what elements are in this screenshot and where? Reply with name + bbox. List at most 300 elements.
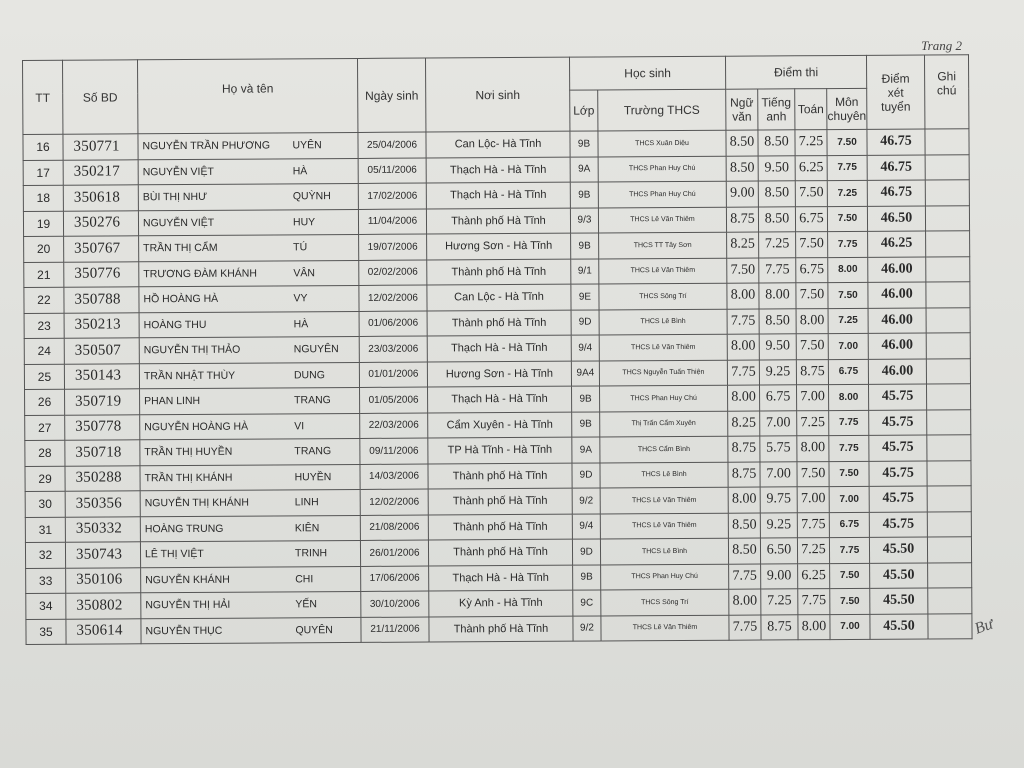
cell-tt: 25	[24, 364, 64, 390]
cell-name	[140, 540, 360, 567]
cell-dob: 30/10/2006	[361, 591, 429, 617]
cell-mon-chuyen: 6.75	[828, 359, 868, 385]
cell-diem-xet-tuyen: 46.75	[867, 129, 925, 155]
cell-school: THCS Lê Bình	[600, 538, 728, 564]
cell-sbd: 350332	[65, 516, 140, 542]
cell-sbd: 350771	[63, 134, 138, 160]
cell-name	[140, 413, 360, 440]
cell-toan: 7.00	[797, 487, 829, 513]
cell-diem-xet-tuyen: 45.75	[869, 409, 927, 435]
cell-sbd: 350213	[64, 312, 139, 338]
cell-pob: Thạch Hà - Hà Tĩnh	[426, 157, 570, 183]
cell-ghi-chu	[927, 537, 971, 563]
cell-school: THCS Sông Trí	[599, 283, 727, 309]
cell-tt: 22	[24, 287, 64, 313]
cell-name	[139, 260, 359, 287]
cell-diem-xet-tuyen: 45.75	[869, 486, 927, 512]
cell-mon-chuyen: 7.75	[829, 537, 869, 563]
first-name: NGUYÊN	[293, 343, 339, 356]
header-sbd: Số BD	[63, 60, 138, 134]
cell-pob: Can Lộc- Hà Tĩnh	[426, 131, 570, 157]
cell-dob: 01/01/2006	[359, 362, 427, 388]
cell-tieng-anh: 8.50	[758, 130, 795, 156]
cell-lop: 9B	[572, 411, 600, 437]
surname-given: NGUYỄN TRẦN PHƯƠNG	[142, 139, 271, 153]
cell-pob: Thạch Hà - Hà Tĩnh	[427, 335, 571, 361]
cell-pob: TP Hà Tĩnh - Hà Tĩnh	[428, 437, 572, 463]
cell-pob: Thạch Hà - Hà Tĩnh	[429, 565, 573, 591]
first-name: YẾN	[295, 598, 317, 611]
cell-sbd: 350719	[65, 389, 140, 415]
cell-ngu-van: 8.25	[728, 411, 760, 437]
cell-mon-chuyen: 7.00	[828, 333, 868, 359]
first-name: VI	[294, 420, 305, 433]
cell-pob: Thành phố Hà Tĩnh	[428, 539, 572, 565]
cell-tt: 16	[23, 134, 63, 160]
cell-sbd: 350743	[65, 542, 140, 568]
cell-toan: 7.25	[795, 130, 827, 156]
cell-lop: 9E	[571, 284, 599, 310]
cell-lop: 9A	[572, 437, 600, 463]
cell-tieng-anh: 9.25	[760, 512, 797, 538]
cell-tt: 21	[24, 262, 64, 288]
cell-name	[140, 438, 360, 465]
cell-sbd: 350767	[64, 236, 139, 262]
cell-diem-xet-tuyen: 46.75	[867, 154, 925, 180]
cell-toan: 7.25	[797, 410, 829, 436]
cell-dob: 21/11/2006	[361, 617, 429, 643]
cell-tieng-anh: 7.00	[760, 461, 797, 487]
cell-lop: 9A4	[571, 360, 599, 386]
cell-lop: 9B	[572, 386, 600, 412]
cell-ghi-chu	[928, 588, 972, 614]
first-name: TRANG	[294, 394, 331, 407]
cell-mon-chuyen: 7.50	[829, 461, 869, 487]
cell-pob: Can Lộc - Hà Tĩnh	[427, 284, 571, 310]
cell-pob: Thạch Hà - Hà Tĩnh	[426, 182, 570, 208]
cell-lop: 9/2	[573, 615, 601, 641]
cell-name	[141, 617, 361, 644]
cell-tt: 27	[25, 415, 65, 441]
cell-name	[138, 158, 358, 185]
cell-diem-xet-tuyen: 45.75	[869, 384, 927, 410]
cell-mon-chuyen: 7.50	[827, 206, 867, 232]
header-tt: TT	[23, 60, 63, 134]
surname-given: NGUYỄN THỤC	[145, 624, 223, 638]
cell-sbd: 350276	[63, 210, 138, 236]
cell-pob: Kỳ Anh - Hà Tĩnh	[429, 590, 573, 616]
surname-given: HỒ HOÀNG HÀ	[143, 293, 219, 306]
cell-toan: 6.25	[798, 563, 830, 589]
cell-diem-xet-tuyen: 46.00	[868, 358, 926, 384]
header-name: Họ và tên	[138, 58, 358, 133]
cell-ghi-chu	[927, 435, 971, 461]
cell-ngu-van: 8.00	[727, 283, 759, 309]
cell-dob: 25/04/2006	[358, 132, 426, 158]
results-table	[22, 54, 973, 645]
cell-mon-chuyen: 6.75	[829, 512, 869, 538]
cell-ghi-chu	[927, 409, 971, 435]
cell-diem-xet-tuyen: 45.50	[870, 588, 928, 614]
cell-ghi-chu	[925, 205, 969, 231]
surname-given: NGUYỄN HOÀNG HÀ	[144, 420, 249, 434]
surname-given: TRẦN THỊ CẨM	[143, 242, 218, 255]
cell-diem-xet-tuyen: 45.50	[870, 562, 928, 588]
surname-given: TRƯƠNG ĐÀM KHÁNH	[143, 267, 257, 281]
cell-mon-chuyen: 7.75	[829, 410, 869, 436]
cell-ngu-van: 7.75	[727, 360, 759, 386]
cell-ghi-chu	[925, 180, 969, 206]
cell-tieng-anh: 7.75	[759, 257, 796, 283]
handwritten-mark: Bư	[972, 615, 996, 638]
cell-name	[139, 311, 359, 338]
cell-dob: 09/11/2006	[360, 438, 428, 464]
table-row	[26, 613, 972, 644]
first-name: TÚ	[293, 241, 308, 254]
cell-name	[138, 209, 358, 236]
cell-ghi-chu	[926, 256, 970, 282]
first-name: HUY	[292, 215, 316, 229]
cell-tt: 29	[25, 466, 65, 492]
first-name: CHI	[295, 572, 314, 586]
cell-lop: 9D	[572, 462, 600, 488]
header-lop: Lớp	[570, 90, 598, 131]
cell-name	[138, 183, 358, 210]
cell-ngu-van: 8.50	[726, 130, 758, 156]
cell-mon-chuyen: 7.25	[827, 180, 867, 206]
cell-diem-xet-tuyen: 45.75	[869, 460, 927, 486]
cell-pob: Thành phố Hà Tĩnh	[428, 463, 572, 489]
cell-ghi-chu	[927, 460, 971, 486]
cell-tieng-anh: 9.25	[759, 359, 796, 385]
surname-given: NGUYỄN KHÁNH	[145, 573, 230, 587]
cell-ngu-van: 7.50	[727, 258, 759, 284]
cell-school: THCS Cẩm Bình	[600, 436, 728, 462]
cell-mon-chuyen: 8.00	[828, 257, 868, 283]
cell-dob: 17/02/2006	[358, 183, 426, 209]
cell-lop: 9/3	[570, 207, 598, 233]
cell-mon-chuyen: 7.75	[829, 435, 869, 461]
cell-sbd: 350507	[64, 338, 139, 364]
cell-lop: 9/1	[571, 258, 599, 284]
cell-ghi-chu	[927, 511, 971, 537]
cell-ngu-van: 8.00	[727, 334, 759, 360]
cell-ngu-van: 7.75	[729, 614, 761, 640]
cell-mon-chuyen: 7.50	[828, 282, 868, 308]
cell-lop: 9B	[571, 233, 599, 259]
cell-tieng-anh: 5.75	[760, 436, 797, 462]
cell-diem-xet-tuyen: 45.50	[869, 537, 927, 563]
cell-toan: 8.00	[796, 308, 828, 334]
cell-sbd: 350106	[66, 567, 141, 593]
cell-ngu-van: 7.75	[727, 309, 759, 335]
cell-dob: 05/11/2006	[358, 158, 426, 184]
cell-lop: 9A	[570, 156, 598, 182]
first-name: QUỲNH	[292, 190, 331, 203]
surname-given: PHAN LINH	[144, 395, 201, 408]
cell-diem-xet-tuyen: 46.00	[868, 282, 926, 308]
cell-lop: 9B	[570, 182, 598, 208]
cell-diem-xet-tuyen: 46.00	[868, 333, 926, 359]
cell-mon-chuyen: 7.25	[828, 308, 868, 334]
cell-dob: 12/02/2006	[359, 285, 427, 311]
first-name: UYÊN	[292, 139, 322, 152]
cell-tt: 35	[26, 619, 66, 645]
cell-pob: Thạch Hà - Hà Tĩnh	[428, 386, 572, 412]
cell-toan: 7.50	[797, 461, 829, 487]
cell-toan: 8.75	[796, 359, 828, 385]
cell-name	[140, 489, 360, 516]
cell-tieng-anh: 9.75	[760, 487, 797, 513]
cell-pob: Thành phố Hà Tĩnh	[427, 310, 571, 336]
cell-sbd: 350788	[64, 287, 139, 313]
cell-name	[141, 591, 361, 618]
cell-ngu-van: 8.75	[728, 436, 760, 462]
surname-given: NGUYỄN THỊ KHÁNH	[144, 496, 249, 510]
cell-dob: 11/04/2006	[358, 209, 426, 235]
surname-given: TRẦN THỊ HUYỀN	[144, 445, 233, 459]
first-name: DUNG	[293, 368, 325, 382]
cell-tieng-anh: 9.50	[759, 334, 796, 360]
cell-name	[139, 362, 359, 389]
cell-tieng-anh: 9.00	[761, 563, 798, 589]
cell-pob: Thành phố Hà Tĩnh	[428, 488, 572, 514]
cell-toan: 7.75	[797, 512, 829, 538]
cell-sbd: 350802	[66, 593, 141, 619]
header-truong: Trường THCS	[598, 89, 726, 131]
cell-ghi-chu	[927, 384, 971, 410]
cell-lop: 9/4	[572, 513, 600, 539]
header-mon-chuyen: Môn chuyên	[827, 88, 867, 129]
cell-toan: 7.25	[797, 538, 829, 564]
cell-sbd: 350356	[65, 491, 140, 517]
cell-school: THCS Phan Huy Chú	[601, 564, 729, 590]
cell-dob: 02/02/2006	[359, 260, 427, 286]
surname-given: TRẦN NHẬT THÙY	[143, 369, 236, 383]
surname-given: BÙI THỊ NHƯ	[142, 191, 208, 204]
cell-tt: 31	[25, 517, 65, 543]
cell-tt: 17	[23, 160, 63, 186]
first-name: HUYỀN	[294, 470, 332, 484]
cell-pob: Cẩm Xuyên - Hà Tĩnh	[428, 412, 572, 438]
cell-sbd: 350143	[64, 363, 139, 389]
header-tieng-anh: Tiếng anh	[758, 89, 795, 130]
cell-ngu-van: 8.75	[726, 207, 758, 233]
cell-tieng-anh: 8.75	[761, 614, 798, 640]
cell-pob: Hương Sơn - Hà Tĩnh	[427, 361, 571, 387]
cell-school: THCS Xuân Diệu	[598, 130, 726, 156]
header-ghi-chu: Ghi chú	[925, 55, 969, 129]
cell-mon-chuyen: 7.50	[830, 563, 870, 589]
cell-sbd: 350614	[66, 618, 141, 644]
first-name: QUYÊN	[295, 623, 333, 637]
cell-school: THCS Lê Bình	[600, 462, 728, 488]
cell-mon-chuyen: 7.00	[829, 486, 869, 512]
cell-dob: 01/06/2006	[359, 311, 427, 337]
cell-dob: 12/02/2006	[360, 489, 428, 515]
cell-toan: 7.75	[798, 589, 830, 615]
cell-name	[139, 336, 359, 363]
cell-ghi-chu	[926, 307, 970, 333]
cell-tt: 34	[26, 593, 66, 619]
cell-toan: 7.00	[796, 385, 828, 411]
cell-tieng-anh: 8.00	[759, 283, 796, 309]
surname-given: NGUYỄN THỊ THẢO	[143, 343, 241, 357]
cell-tt: 20	[24, 236, 64, 262]
cell-ngu-van: 8.50	[728, 512, 760, 538]
surname-given: LÊ THỊ VIỆT	[144, 548, 204, 561]
cell-ghi-chu	[926, 231, 970, 257]
cell-pob: Thành phố Hà Tĩnh	[427, 259, 571, 285]
cell-lop: 9/4	[571, 335, 599, 361]
surname-given: TRẦN THỊ KHÁNH	[144, 471, 233, 485]
cell-sbd: 350778	[65, 414, 140, 440]
cell-tieng-anh: 8.50	[758, 181, 795, 207]
surname-given: HOÀNG THU	[143, 318, 207, 332]
cell-ngu-van: 8.75	[728, 461, 760, 487]
cell-school: THCS Lê Văn Thiêm	[600, 487, 728, 513]
first-name: KIÊN	[294, 521, 320, 535]
cell-tieng-anh: 7.25	[759, 232, 796, 258]
cell-toan: 7.50	[796, 283, 828, 309]
cell-name	[141, 566, 361, 593]
cell-name	[139, 285, 359, 312]
cell-school: THCS Lê Văn Thiêm	[599, 334, 727, 360]
cell-lop: 9B	[570, 131, 598, 157]
cell-ghi-chu	[925, 129, 969, 155]
header-diem-thi: Điểm thi	[725, 55, 866, 89]
cell-diem-xet-tuyen: 46.25	[868, 231, 926, 257]
cell-ghi-chu	[927, 486, 971, 512]
cell-school: THCS Lê Văn Thiêm	[601, 615, 729, 641]
cell-tieng-anh: 8.50	[758, 206, 795, 232]
first-name: LINH	[294, 496, 319, 509]
cell-tieng-anh: 8.50	[759, 308, 796, 334]
cell-school: THCS TT Tây Sơn	[599, 232, 727, 258]
first-name: HÀ	[292, 165, 308, 178]
cell-school: THCS Sông Trí	[601, 589, 729, 615]
cell-school: THCS Lê Văn Thiêm	[600, 513, 728, 539]
cell-ghi-chu	[926, 282, 970, 308]
cell-ngu-van: 8.00	[728, 487, 760, 513]
cell-school: THCS Lê Văn Thiêm	[598, 207, 726, 233]
cell-ghi-chu	[925, 154, 969, 180]
cell-diem-xet-tuyen: 45.75	[869, 511, 927, 537]
cell-pob: Thành phố Hà Tĩnh	[426, 208, 570, 234]
cell-school: THCS Phan Huy Chú	[598, 156, 726, 182]
cell-sbd: 350217	[63, 159, 138, 185]
cell-tt: 28	[25, 440, 65, 466]
cell-tieng-anh: 6.50	[760, 538, 797, 564]
surname-given: NGUYỄN VIỆT	[142, 165, 214, 179]
first-name: HÀ	[293, 318, 309, 331]
page-number: Trang 2	[921, 38, 962, 53]
surname-given: HOÀNG TRUNG	[144, 522, 224, 536]
cell-name	[140, 387, 360, 414]
cell-lop: 9D	[572, 539, 600, 565]
cell-school: THCS Lê Văn Thiêm	[599, 258, 727, 284]
first-name: TRANG	[294, 445, 332, 458]
cell-pob: Thành phố Hà Tĩnh	[429, 616, 573, 642]
table-body	[23, 129, 972, 645]
cell-tt: 33	[26, 568, 66, 594]
cell-tieng-anh: 7.25	[761, 589, 798, 615]
cell-ngu-van: 8.00	[727, 385, 759, 411]
cell-lop: 9C	[573, 590, 601, 616]
cell-ghi-chu	[926, 358, 970, 384]
cell-tieng-anh: 9.50	[758, 155, 795, 181]
cell-tt: 24	[24, 338, 64, 364]
cell-ngu-van: 9.00	[726, 181, 758, 207]
first-name: TRINH	[294, 547, 328, 560]
score-sheet	[22, 54, 972, 645]
cell-toan: 7.50	[795, 181, 827, 207]
header-dob: Ngày sinh	[357, 58, 425, 132]
cell-mon-chuyen: 7.50	[830, 588, 870, 614]
cell-diem-xet-tuyen: 46.00	[868, 307, 926, 333]
cell-lop: 9D	[571, 309, 599, 335]
cell-diem-xet-tuyen: 45.50	[870, 613, 928, 639]
cell-ngu-van: 8.50	[726, 156, 758, 182]
cell-school: THCS Phan Huy Chú	[600, 385, 728, 411]
first-name: VY	[293, 292, 308, 305]
cell-school: THCS Nguyễn Tuấn Thiện	[599, 360, 727, 386]
cell-school: Thị Trấn Cẩm Xuyên	[600, 411, 728, 437]
cell-mon-chuyen: 7.00	[830, 614, 870, 640]
cell-tt: 30	[25, 491, 65, 517]
cell-toan: 7.50	[796, 334, 828, 360]
cell-name	[138, 132, 358, 159]
cell-tt: 18	[23, 185, 63, 211]
cell-toan: 8.00	[798, 614, 830, 640]
header-toan: Toán	[795, 89, 827, 130]
cell-ngu-van: 7.75	[729, 563, 761, 589]
cell-dob: 22/03/2006	[360, 413, 428, 439]
cell-dob: 23/03/2006	[359, 336, 427, 362]
cell-ngu-van: 8.00	[729, 589, 761, 615]
cell-ghi-chu	[926, 333, 970, 359]
header-pob: Nơi sinh	[425, 57, 569, 132]
cell-mon-chuyen: 7.75	[828, 231, 868, 257]
cell-pob: Hương Sơn - Hà Tĩnh	[427, 233, 571, 259]
cell-diem-xet-tuyen: 46.75	[867, 180, 925, 206]
cell-name	[140, 464, 360, 491]
cell-toan: 6.75	[795, 206, 827, 232]
header-ngu-van: Ngữ văn	[726, 89, 758, 130]
cell-ghi-chu	[928, 613, 972, 639]
cell-sbd: 350718	[65, 440, 140, 466]
cell-lop: 9B	[573, 564, 601, 590]
cell-diem-xet-tuyen: 45.75	[869, 435, 927, 461]
cell-tt: 26	[25, 389, 65, 415]
cell-school: THCS Lê Bình	[599, 309, 727, 335]
header-diem-xet-tuyen: Điểm xét tuyển	[867, 55, 925, 129]
cell-dob: 26/01/2006	[360, 540, 428, 566]
cell-dob: 19/07/2006	[359, 234, 427, 260]
cell-ngu-van: 8.25	[727, 232, 759, 258]
cell-mon-chuyen: 8.00	[828, 384, 868, 410]
cell-diem-xet-tuyen: 46.50	[867, 205, 925, 231]
cell-ngu-van: 8.50	[728, 538, 760, 564]
cell-lop: 9/2	[572, 488, 600, 514]
cell-tt: 19	[23, 211, 63, 237]
first-name: VÂN	[293, 266, 315, 280]
cell-sbd: 350776	[64, 261, 139, 287]
cell-tieng-anh: 7.00	[760, 410, 797, 436]
cell-dob: 21/08/2006	[360, 515, 428, 541]
cell-name	[140, 515, 360, 542]
cell-dob: 14/03/2006	[360, 464, 428, 490]
